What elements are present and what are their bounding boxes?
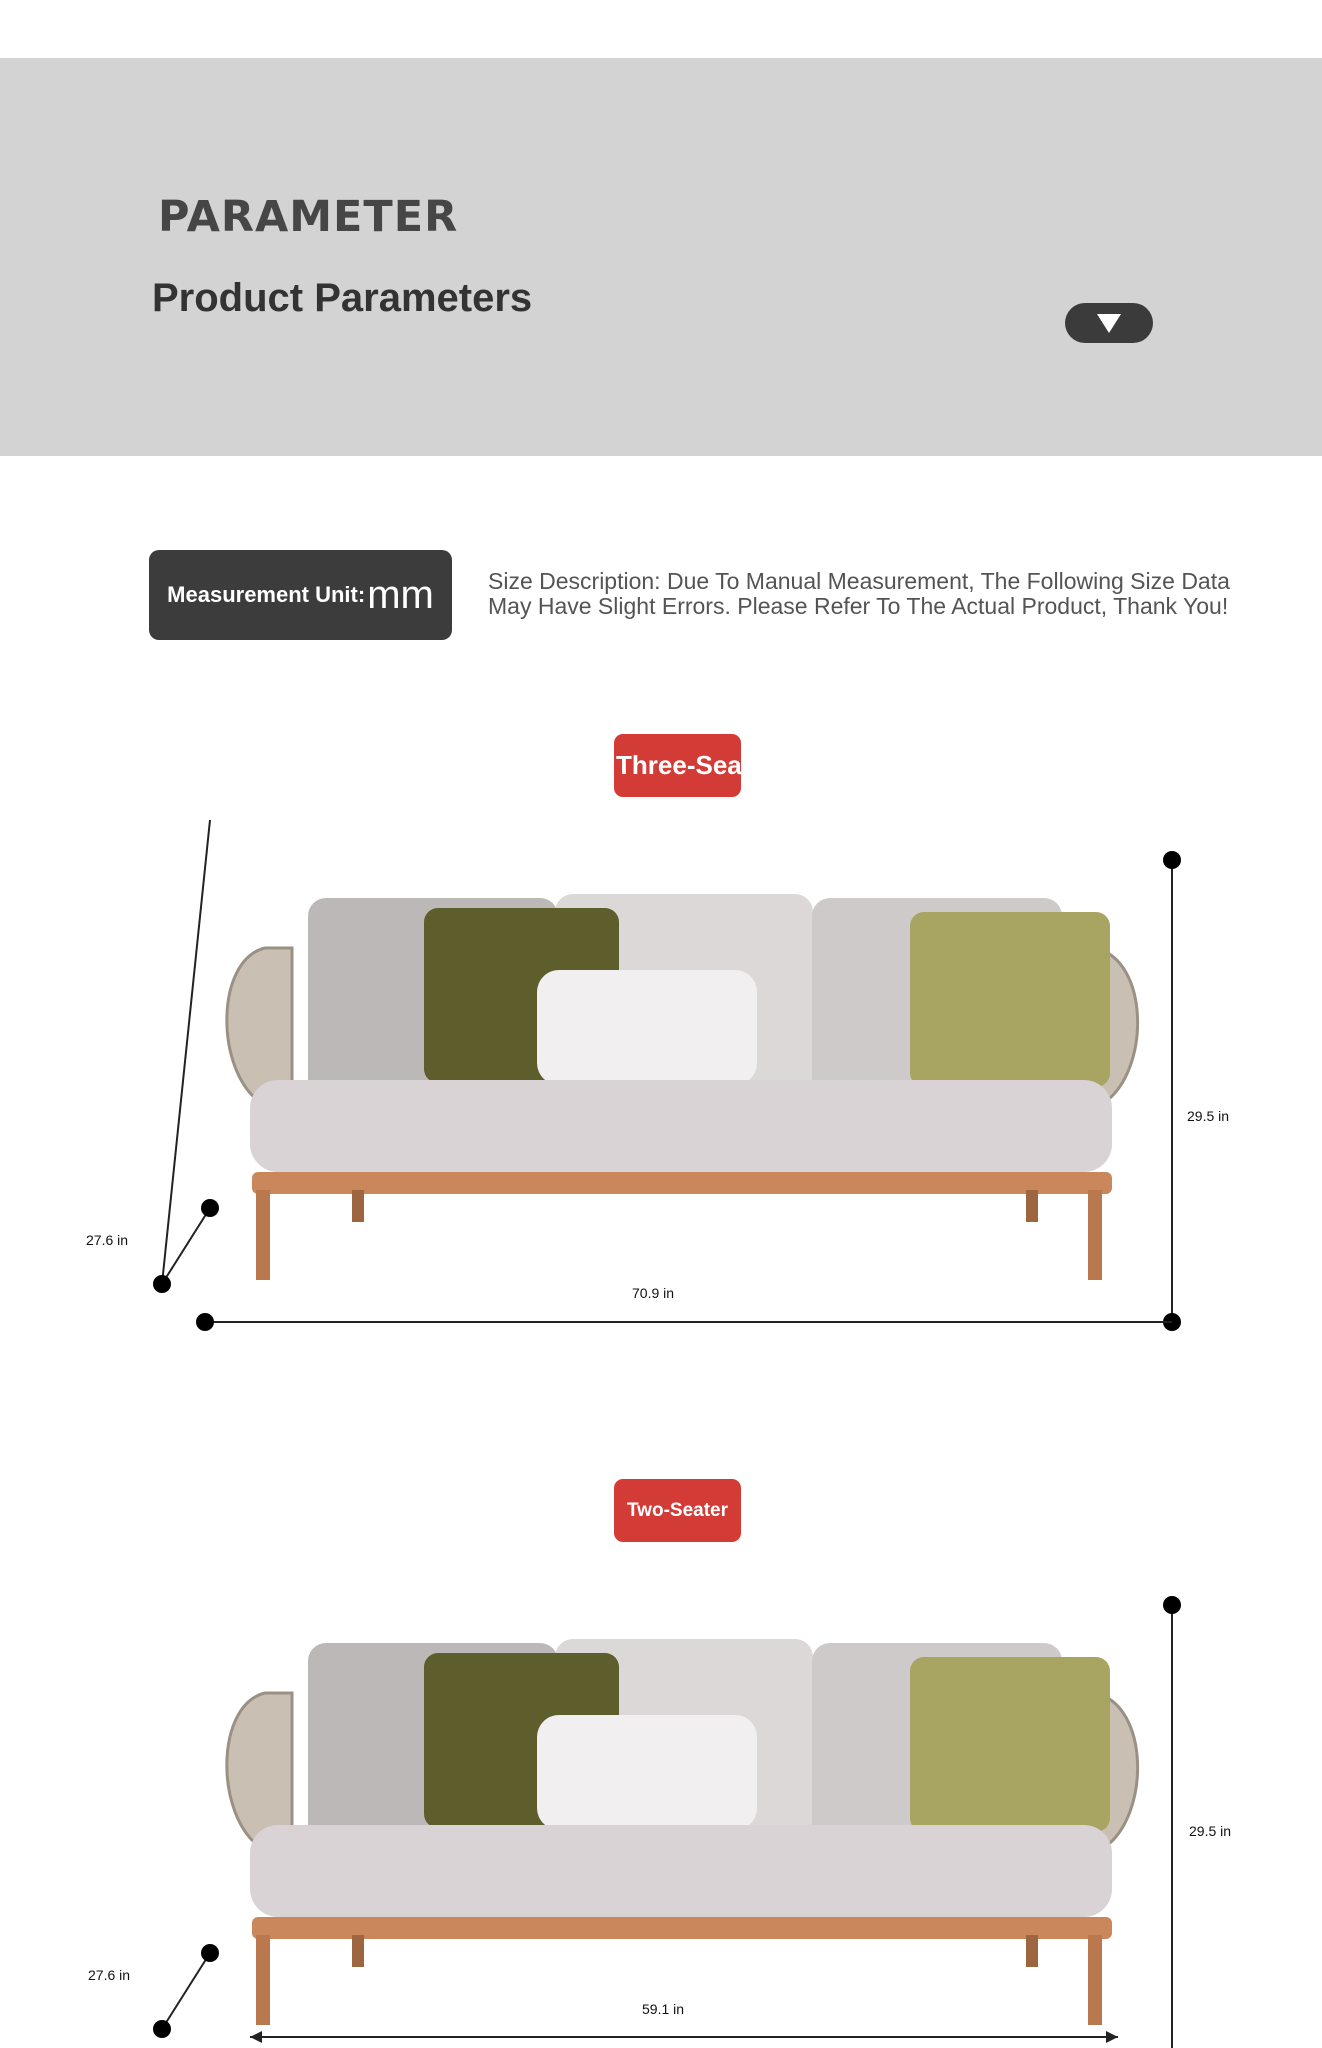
sofa-diagram-two-seater (0, 1565, 1322, 2048)
badge-two-seater (614, 1479, 741, 1542)
dimension-height: 29.5 in (1189, 1823, 1232, 1839)
badge-three-seater-label: Three-Seater (616, 750, 775, 780)
parameter-banner (0, 58, 1322, 456)
section-label: PARAMETER (158, 192, 459, 242)
sofa-illustration (0, 820, 1322, 1340)
triangle-down-icon (1095, 311, 1123, 335)
measurement-unit-label: Measurement Unit: (167, 582, 366, 607)
measurement-unit-box (149, 550, 452, 640)
badge-two-seater-label: Two-Seater (626, 1499, 728, 1521)
dimension-depth: 27.6 in (86, 1232, 129, 1248)
page-title: Product Parameters (152, 276, 533, 320)
badge-three-seater (614, 734, 775, 797)
sofa-diagram-three-seater (0, 820, 1322, 1340)
dimension-width: 59.1 in (642, 2001, 685, 2017)
dimension-width: 70.9 in (632, 1285, 675, 1301)
sofa-illustration (0, 1565, 1322, 2048)
measurement-unit-value: mm (367, 572, 434, 617)
dimension-height: 29.5 in (1187, 1108, 1230, 1124)
collapse-toggle-button[interactable] (1065, 303, 1153, 343)
dimension-depth: 27.6 in (88, 1967, 131, 1983)
size-description: Size Description: Due To Manual Measurement, The Following Size Data May Have Slight Errors. Please Refer To The Actual Product, Thank You! (488, 568, 1230, 619)
